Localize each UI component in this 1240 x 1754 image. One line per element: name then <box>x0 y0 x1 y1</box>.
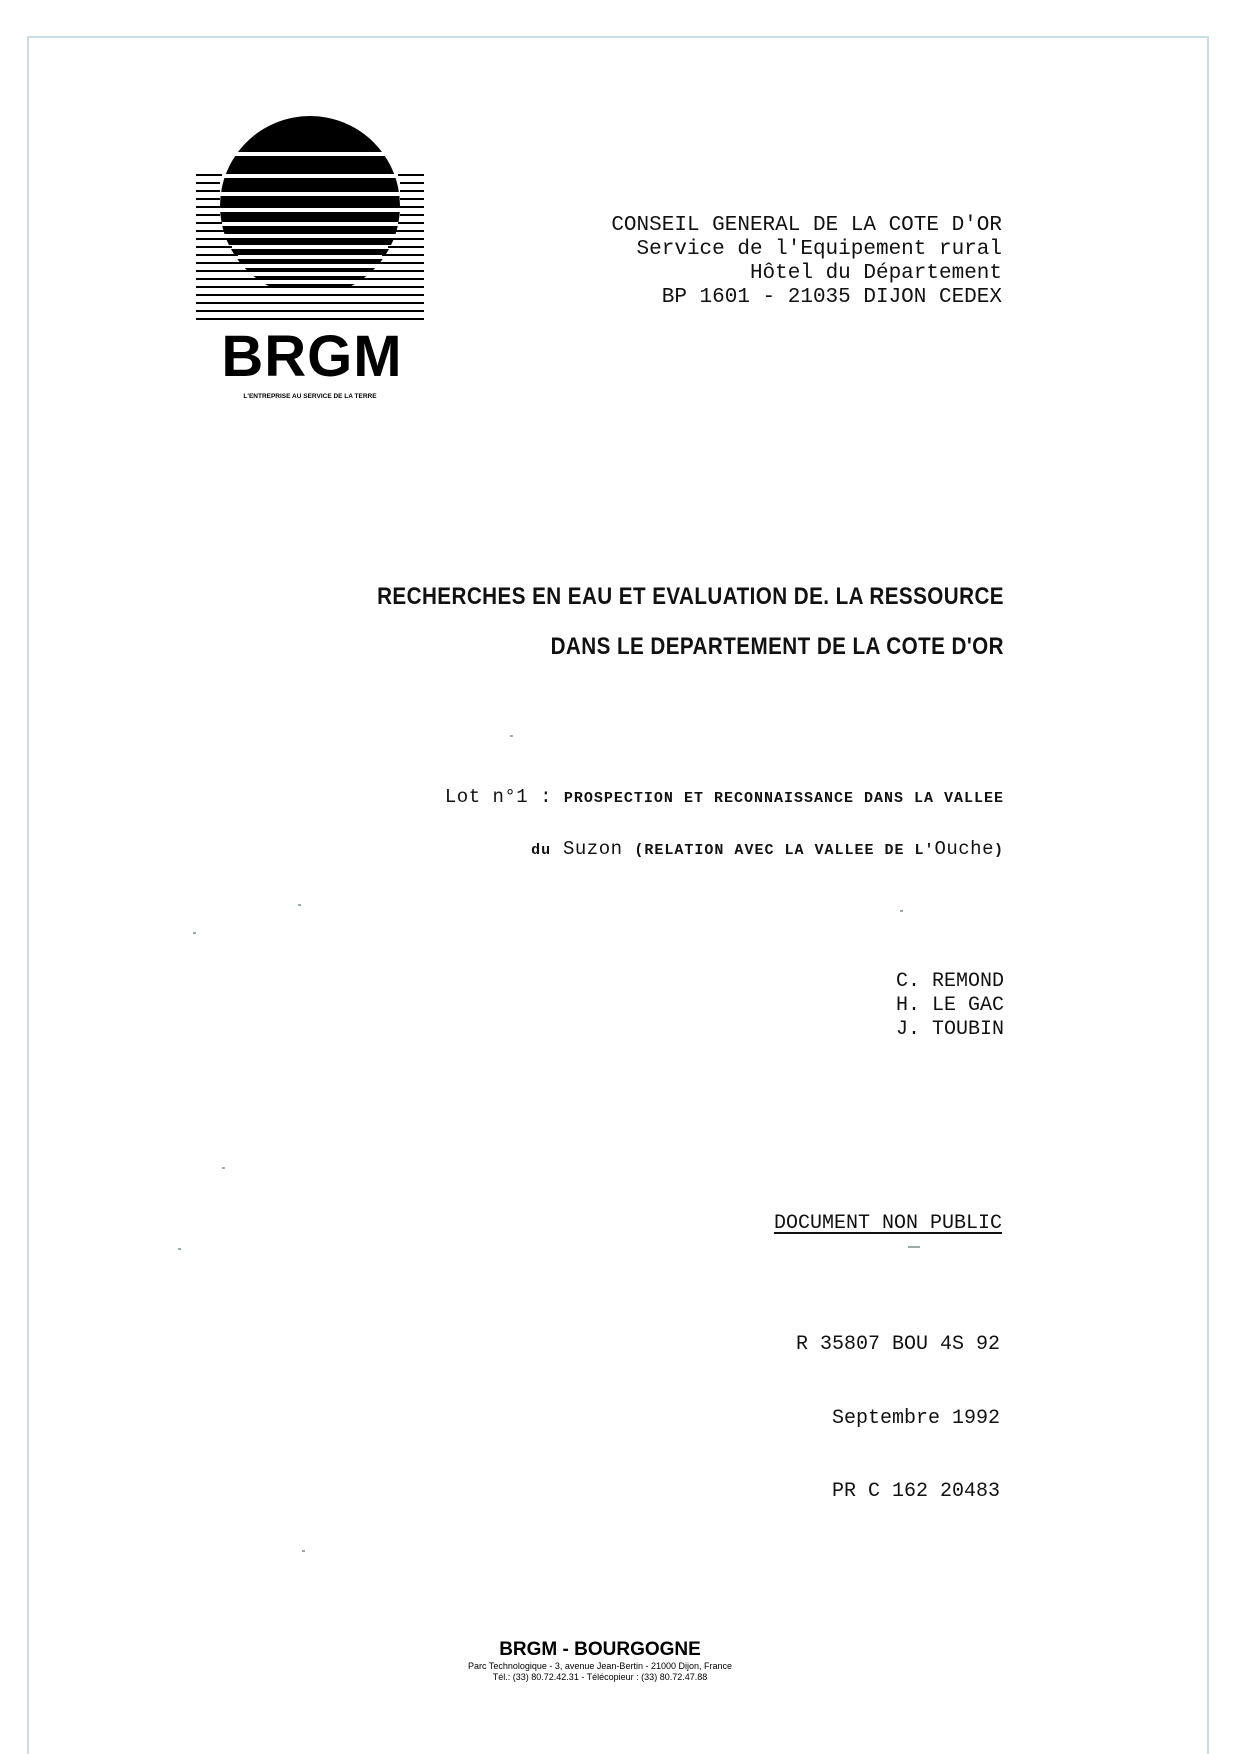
ouche-word: Ouche <box>934 838 994 860</box>
globe-striped-logo-icon <box>196 116 424 326</box>
scan-speck <box>178 1248 181 1250</box>
document-status: DOCUMENT NON PUBLIC <box>773 1212 1002 1235</box>
lot-subtitle <box>180 772 1004 876</box>
addressee-line: CONSEIL GENERAL DE LA COTE D'OR <box>611 214 1002 237</box>
footer <box>400 1639 800 1683</box>
report-title <box>364 572 1004 672</box>
project-code: PR C 162 20483 <box>831 1480 1000 1503</box>
author-name: J. TOUBIN <box>895 1018 1004 1041</box>
logo-wordmark: BRGM <box>221 324 403 389</box>
addressee-line: Hôtel du Département <box>749 262 1002 285</box>
author-name: C. REMOND <box>895 970 1004 993</box>
author-name: H. LE GAC <box>895 994 1004 1017</box>
authors-block <box>760 970 1004 1042</box>
report-title-line-2: DANS LE DEPARTEMENT DE LA COTE D'OR <box>550 633 1004 660</box>
footer-address: Parc Technologique - 3, avenue Jean-Bertin - 21000 Dijon, France <box>468 1661 732 1671</box>
suzon-word: Suzon <box>563 838 623 860</box>
scan-speck <box>908 1246 920 1248</box>
report-title-line-1: RECHERCHES EN EAU ET EVALUATION DE. LA RESSOURCE <box>377 583 1004 610</box>
lot-number: Lot n°1 : <box>444 786 553 808</box>
brgm-logo <box>196 116 424 406</box>
lot-subtitle-line-1 <box>180 772 1004 824</box>
lot-subtitle-line-2: du Suzon (RELATION AVEC LA VALLEE DE L'Ouche) <box>531 838 1004 860</box>
lot-subtitle-text: PROSPECTION ET RECONNAISSANCE DANS LA VALLEE <box>563 790 1004 807</box>
scan-speck <box>510 735 513 737</box>
report-date: Septembre 1992 <box>831 1407 1000 1430</box>
report-number: R 35807 BOU 4S 92 <box>795 1333 1000 1356</box>
scan-speck <box>900 910 903 912</box>
scan-speck <box>193 932 196 934</box>
scan-speck <box>222 1167 225 1169</box>
footer-contact: Tél.: (33) 80.72.42.31 - Télécopieur : (33) 80.72.47.88 <box>492 1672 708 1682</box>
footer-title: BRGM - BOURGOGNE <box>499 1639 701 1660</box>
addressee-block <box>460 214 1002 310</box>
scan-speck <box>298 904 301 906</box>
logo-tagline: L'ENTREPRISE AU SERVICE DE LA TERRE <box>243 393 377 400</box>
scan-speck <box>302 1550 305 1552</box>
addressee-line: BP 1601 - 21035 DIJON CEDEX <box>661 286 1002 309</box>
addressee-line: Service de l'Equipement rural <box>636 238 1002 261</box>
